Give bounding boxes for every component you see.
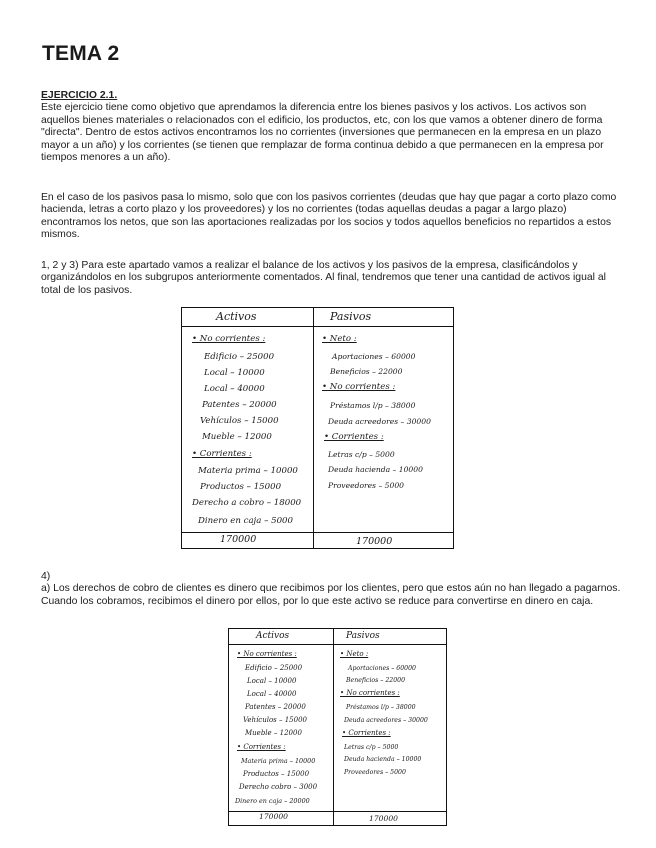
list-item: Letras c/p – 5000	[328, 450, 395, 459]
list-item: Vehículos – 15000	[243, 716, 307, 724]
total-pasivos: 170000	[356, 536, 393, 547]
activos-no-corrientes-label: • No corrientes :	[192, 334, 266, 344]
activos-column	[182, 308, 312, 548]
list-item: Letras c/p – 5000	[344, 744, 399, 751]
pasivos-header: Pasivos	[346, 631, 380, 641]
paragraph-pasivos: En el caso de los pasivos pasa lo mismo, solo que con los pasivos corrientes (deudas que hay que pagar a corto plazo como hacienda, letras a corto plazo y los proveedores) y los no corrientes (todas aquellas deudas a pagar a largo plazo) encontramos los netos, que son las aportaciones realizadas por los socios y todos aquellos beneficios no repartidos a estos mismos.	[41, 192, 617, 241]
list-item: Deuda hacienda – 10000	[328, 465, 423, 474]
paragraph-balance: 1, 2 y 3) Para este apartado vamos a realizar el balance de los activos y los pasivos de la empresa, clasificándolos y organizándolos en los subgrupos anteriormente comentados. Al final, tendremos que tener una cantidad de activos igual al total de los pasivos.	[41, 260, 606, 296]
activos-column	[229, 629, 332, 825]
list-item: Materia prima – 10000	[241, 757, 316, 765]
balance-table-2	[228, 628, 447, 826]
list-item: Patentes – 20000	[245, 703, 306, 711]
list-item: Aportaciones – 60000	[332, 352, 416, 361]
list-item: Patentes – 20000	[202, 400, 277, 410]
list-item: Materia prima – 10000	[198, 466, 298, 476]
list-item: Edificio – 25000	[204, 352, 275, 362]
list-item: Mueble – 12000	[245, 729, 302, 737]
pasivos-corrientes-label: • Corrientes :	[342, 729, 391, 737]
pasivos-no-corrientes-label: • No corrientes :	[322, 382, 396, 392]
activos-no-corrientes-label: • No corrientes :	[237, 650, 297, 658]
section-4	[41, 571, 627, 608]
list-item: Proveedores – 5000	[328, 481, 404, 490]
list-item: Derecho a cobro – 18000	[192, 498, 302, 508]
list-item: Productos – 15000	[243, 770, 310, 778]
list-item: Dinero en caja – 20000	[235, 797, 310, 805]
total-pasivos: 170000	[369, 814, 398, 823]
list-item: Deuda acreedores – 30000	[328, 417, 431, 426]
exercise-heading: EJERCICIO 2.1.	[41, 90, 118, 101]
list-item: Edificio – 25000	[245, 664, 303, 672]
page-title: TEMA 2	[42, 42, 120, 65]
activos-header: Activos	[256, 631, 290, 641]
pasivos-column	[334, 629, 445, 825]
list-item: Derecho cobro – 3000	[239, 783, 318, 791]
list-item: Proveedores – 5000	[344, 769, 406, 776]
pasivos-neto-label: • Neto :	[340, 650, 369, 658]
total-activos: 170000	[220, 534, 257, 545]
list-item: Local – 40000	[204, 384, 265, 394]
pasivos-no-corrientes-label: • No corrientes :	[340, 689, 400, 697]
list-item: Local – 40000	[247, 690, 297, 698]
list-item: Aportaciones – 60000	[348, 665, 416, 672]
activos-header: Activos	[216, 310, 257, 323]
exercise-intro-paragraph	[41, 90, 627, 164]
list-item: Beneficios – 22000	[346, 677, 406, 684]
paragraph-derechos-cobro: a) Los derechos de cobro de clientes es dinero que recibimos por los clientes, pero que estos aún no han llegado a pagarnos. Cuando los cobramos, recibimos el dinero por ellos, por lo que este activo se reduce para convertirse en dinero en caja.	[41, 583, 621, 607]
paragraph-activos: Este ejercicio tiene como objetivo que aprendamos la diferencia entre los bienes pasivos y los activos. Los activos son aquellos bienes materiales o relacionados con el edificio, los productos, etc, con los que vamos a obtener dinero de forma "directa". Dentro de estos activos encontramos los no corrientes (inversiones que permanecen en la empresa en un plazo mayor a un año) y los corrientes (se tienen que remplazar de forma continua debido a que permanecen en la empresa por tiempos menores a un año).	[41, 102, 604, 164]
activos-corrientes-label: • Corrientes :	[237, 743, 286, 751]
list-item: Beneficios – 22000	[330, 367, 403, 376]
list-item: Productos – 15000	[200, 482, 282, 492]
pasivos-corrientes-label: • Corrientes :	[324, 432, 384, 442]
list-item: Préstamos l/p – 38000	[346, 704, 416, 711]
activos-corrientes-label: • Corrientes :	[192, 449, 252, 459]
balance-table-1	[181, 307, 454, 549]
list-item: Deuda hacienda – 10000	[344, 756, 422, 763]
list-item: Local – 10000	[204, 368, 265, 378]
pasivos-column	[314, 308, 452, 548]
total-activos: 170000	[259, 812, 288, 821]
list-item: Deuda acreedores – 30000	[344, 717, 428, 724]
list-item: Préstamos l/p – 38000	[330, 401, 416, 410]
section-4-number: 4)	[41, 571, 51, 582]
list-item: Dinero en caja – 5000	[198, 516, 293, 526]
pasivos-neto-label: • Neto :	[322, 334, 357, 344]
pasivos-header: Pasivos	[330, 310, 372, 323]
list-item: Vehículos – 15000	[200, 416, 279, 426]
list-item: Local – 10000	[247, 677, 297, 685]
list-item: Mueble – 12000	[202, 432, 272, 442]
